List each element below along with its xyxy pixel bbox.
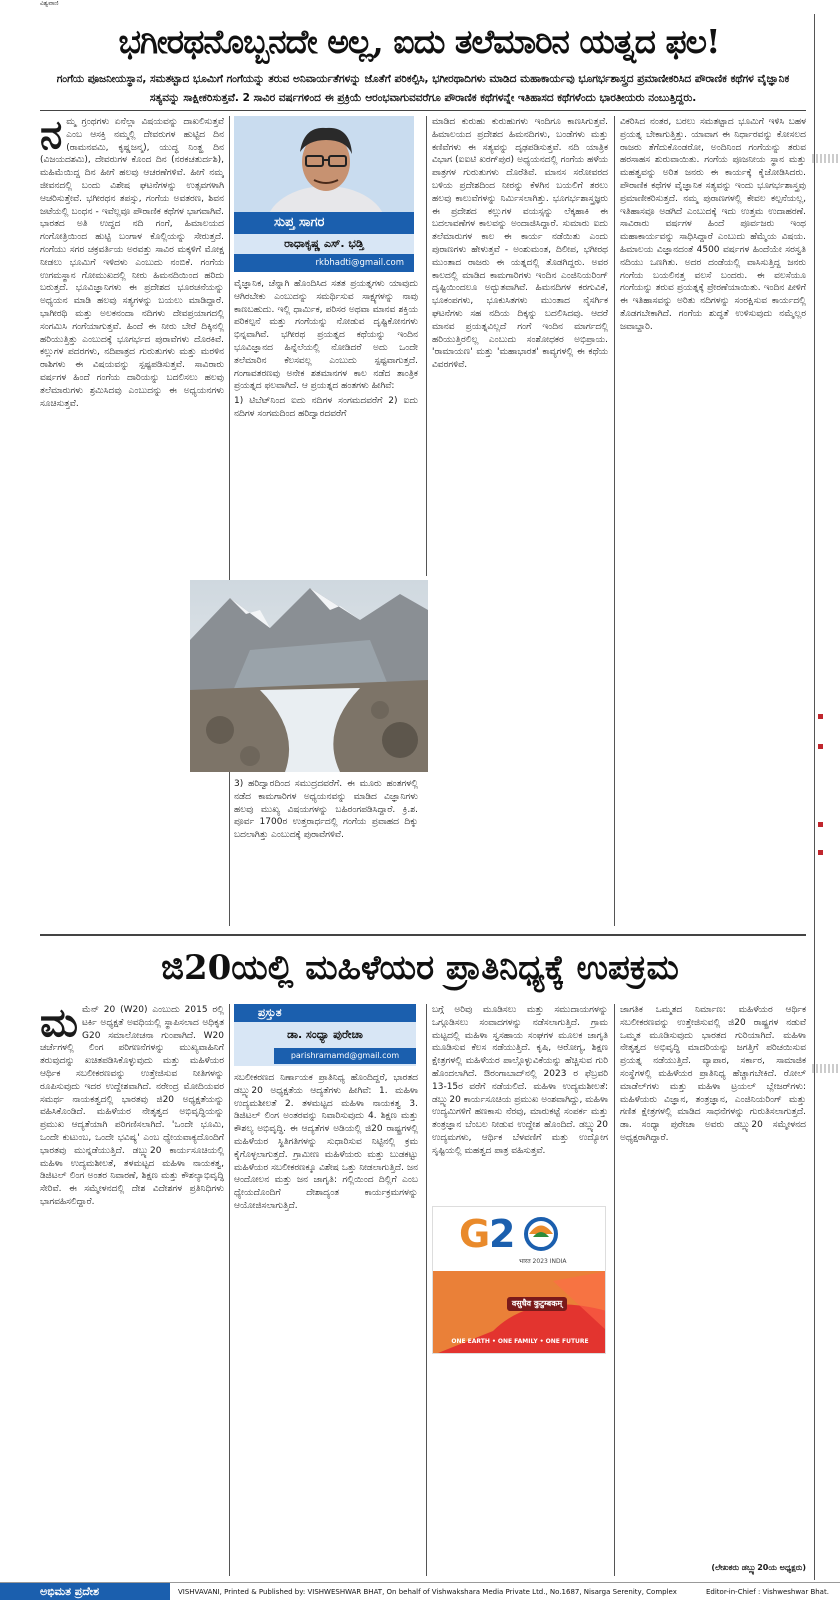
dropcap: ಮ bbox=[40, 1004, 79, 1046]
article1-col1 bbox=[40, 116, 224, 926]
column-name-banner: ಸುಪ್ತ ಸಾಗರ bbox=[234, 212, 414, 234]
g20-hindi-motto: वसुधैव कुटुम्बकम् bbox=[507, 1297, 567, 1311]
bullet bbox=[818, 822, 823, 827]
text-line bbox=[812, 1064, 840, 1073]
bullet bbox=[818, 714, 823, 719]
g20-logo-image bbox=[432, 1206, 606, 1354]
article2-col3-bottom bbox=[432, 1360, 608, 1576]
column-rule bbox=[426, 116, 427, 576]
article1-col2a-text: ವೈಜ್ಞಾನಿಕ, ಚೆನ್ನಾಗಿ ಹೊಂದಿಸಿದ ಸತತ ಪ್ರಯತ್ನಗಳು ಯಾವುದು ಆಗಿರಬೇಕು ಎಂಬುದನ್ನು ಸಮರ್ಥಿಸುವ ಸಾಕ್ಷ್ಯಗಳನ್ನು ನಾವು ಕಾಣಬಹುದು. ಇಲ್ಲಿ ಧಾರ್ಮಿಕ, ಪರಿಸರ ಅಥವಾ ಮಾನವ ಶಕ್ತಿಯ ಪರಿಕಲ್ಪನೆ ಮತ್ತು ಗಂಗೆಯನ್ನು ನೋಡುವ ದೃಷ್ಟಿಕೋನಗಳು ಭಿನ್ನವಾಗಿವೆ. ಭಗೀರಥ ಪ್ರಯತ್ನದ ಕಥೆಯನ್ನು ಇಂದಿನ ಭೂವಿಜ್ಞಾನದ ಹಿನ್ನೆಲೆಯಲ್ಲಿ ನೋಡಿದರೆ ಅದು ಒಂದೇ ತಲೆಮಾರಿನ ಕೆಲಸವಲ್ಲ ಎಂಬುದು ಸ್ಪಷ್ಟವಾಗುತ್ತದೆ. ಗಂಗಾವತರಣವು ಅನೇಕ ಶತಮಾನಗಳ ಕಾಲ ನಡೆದ ತಾಂತ್ರಿಕ ಪ್ರಯತ್ನದ ಫಲವಾಗಿದೆ. ಆ ಪ್ರಯತ್ನದ ಹಂತಗಳು ಹೀಗಿವೆ: bbox=[234, 279, 418, 392]
dropcap: ನ bbox=[40, 116, 63, 158]
footer-imprint: VISHVAVANI, Printed & Published by: VISHWESHWAR BHAT, On behalf of Vishwakshara Media Private Ltd., No.1687, Nisarga Serenity, Complex bbox=[178, 1588, 677, 1596]
text-line bbox=[812, 154, 840, 163]
article2-col3-text: ಬಗ್ಗೆ ಅರಿವು ಮೂಡಿಸಲು ಮತ್ತು ಸಮುದಾಯಗಳನ್ನು ಒಗ್ಗೂಡಿಸಲು ಸಂವಾದಗಳನ್ನು ನಡೆಸಲಾಗುತ್ತಿದೆ. ಗ್ರಾಮ ಮಟ್ಟದಲ್ಲಿ ಮಹಿಳಾ ಸ್ವಸಹಾಯ ಸಂಘಗಳ ಮೂಲಕ ಜಾಗೃತಿ ಮೂಡಿಸುವ ಕೆಲಸ ನಡೆಯುತ್ತಿದೆ. ಕೃಷಿ, ಆರೋಗ್ಯ, ಶಿಕ್ಷಣ ಕ್ಷೇತ್ರಗಳಲ್ಲಿ ಮಹಿಳೆಯರ ಪಾಲ್ಗೊಳ್ಳುವಿಕೆಯನ್ನು ಹೆಚ್ಚಿಸುವ ಗುರಿ ಹೊಂದಲಾಗಿದೆ. ಔರಂಗಾಬಾದ್‌ನಲ್ಲಿ 2023 ರ ಫೆಬ್ರವರಿ 13-15ರ ವರೆಗೆ ನಡೆಯಲಿದೆ. ಮಹಿಳಾ ಉದ್ಯಮಶೀಲತೆ: ಡಬ್ಲ್ಯು20 ಕಾರ್ಯಸೂಚಿಯ ಪ್ರಮುಖ ಅಂಶವಾಗಿದ್ದು, ಮಹಿಳಾ ಉದ್ಯಮಿಗಳಿಗೆ ಹಣಕಾಸು ನೆರವು, ಮಾರುಕಟ್ಟೆ ಸಂಪರ್ಕ ಮತ್ತು ತಂತ್ರಜ್ಞಾನ ಬೆಂಬಲ ನೀಡುವ ಉದ್ದೇಶ ಹೊಂದಿದೆ. ಡಬ್ಲ್ಯು20 ಉದ್ಯಮಗಳು, ಆರ್ಥಿಕ ಬೆಳವಣಿಗೆ ಮತ್ತು ಉದ್ಯೋಗ ಸೃಷ್ಟಿಯಲ್ಲಿ ಮಹತ್ವದ ಪಾತ್ರ ವಹಿಸುತ್ತವೆ. bbox=[432, 1005, 608, 1156]
article1-col1-text: ಮ್ಮ ಗ್ರಂಥಗಳು ಏನೆಲ್ಲಾ ವಿಷಯವನ್ನು ದಾಖಲಿಸುತ್ತವೆ ಎಂಬ ಆಸಕ್ತಿ ನಮ್ಮಲ್ಲಿ ದೇವರುಗಳ ಹುಟ್ಟಿದ ದಿನ (ರಾಮನವಮಿ, ಕೃಷ್ಣಜನ್ಮ), ಯುದ್ಧ ನಿಂತ್ಹ ದಿನ (ವಿಜಯದಶಮಿ), ದೇವರುಗಳ ಕೊಂದ ದಿನ (ನರಕಚತುರ್ದಶಿ), ಮಹಿಮೆಯಿದ್ದ ದಿನ ಹೀಗೆ ಹಲವು ಆಚರಣೆಗಳಿವೆ. ಹೀಗೆ ನಮ್ಮ ಜೀವನದಲ್ಲಿ ಬಂದು ವಿಶೇಷ ಘಟನೆಗಳನ್ನು ಉತ್ಸವಗಳಾಗಿ ಆಚರಿಸುತ್ತೇವೆ. ಭಗೀರಥನ ತಪಸ್ಸು, ಗಂಗೆಯ ಅವತರಣ, ಶಿವನ ಜಟೆಯಲ್ಲಿ ಬಂಧನ - ಇವೆಲ್ಲವೂ ಪೌರಾಣಿಕ ಕಥೆಗಳ ಭಾಗವಾಗಿವೆ. ಭಾರತದ ಅತಿ ಉದ್ದದ ನದಿ ಗಂಗೆ, ಹಿಮಾಲಯದ ಗಂಗೋತ್ರಿಯಿಂದ ಹುಟ್ಟಿ ಬಂಗಾಳ ಕೊಲ್ಲಿಯನ್ನು ಸೇರುತ್ತದೆ. ಗಂಗೆಯು ಸಗರ ಚಕ್ರವರ್ತಿಯ ಅರವತ್ತು ಸಾವಿರ ಮಕ್ಕಳಿಗೆ ಮೋಕ್ಷ ನೀಡಲು ಭೂಮಿಗೆ ಇಳಿದಳು ಎಂಬುದು ನಂಬಿಕೆ. ಗಂಗೆಯ ಉಗಮಸ್ಥಾನ ಗೋಮುಖದಲ್ಲಿ ನೀರು ಹಿಮನದಿಯಿಂದ ಹರಿದು ಬರುತ್ತದೆ. ಭೂವಿಜ್ಞಾನಿಗಳು ಈ ಪ್ರದೇಶದ ಭೂರಚನೆಯನ್ನು ಅಧ್ಯಯನ ಮಾಡಿ ಹಲವು ಸತ್ಯಗಳನ್ನು ಬಯಲು ಮಾಡಿದ್ದಾರೆ. ಭಾಗೀರಥಿ ಮತ್ತು ಅಲಕನಂದಾ ನದಿಗಳು ದೇವಪ್ರಯಾಗದಲ್ಲಿ ಸಂಗಮಿಸಿ ಗಂಗೆಯಾಗುತ್ತವೆ. ಹಿಂದೆ ಈ ನೀರು ಬೇರೆ ದಿಕ್ಕಿನಲ್ಲಿ ಹರಿಯುತ್ತಿತ್ತು ಎಂಬುದಕ್ಕೆ ಭೂಗರ್ಭದ ಪುರಾವೆಗಳು ದೊರಕಿವೆ. ಕಲ್ಲುಗಳ ಪದರಗಳು, ನದಿಪಾತ್ರದ ಗುರುತುಗಳು ಮತ್ತು ಮರಳಿನ ರಾಶಿಗಳು ಈ ವಿಷಯವನ್ನು ಸ್ಪಷ್ಟಪಡಿಸುತ್ತವೆ. ಸಾವಿರಾರು ವರ್ಷಗಳ ಹಿಂದೆ ಗಂಗೆಯ ದಾರಿಯನ್ನು ಬದಲಿಸಲು ಹಲವು ತಲೆಮಾರುಗಳು ಶ್ರಮಿಸಿದವು ಎಂಬುದನ್ನು ಈ ಅಧ್ಯಯನಗಳು ಸೂಚಿಸುತ್ತವೆ. bbox=[40, 117, 224, 409]
footer-section-label: ಅಭಿಮತ ಪ್ರದೇಶ bbox=[0, 1583, 170, 1600]
bullet bbox=[818, 850, 823, 855]
article1-col2-bottom bbox=[234, 778, 418, 926]
adjacent-column-sliver bbox=[812, 14, 840, 1580]
g20-tagline: ONE EARTH • ONE FAMILY • ONE FUTURE bbox=[451, 1338, 589, 1345]
divider bbox=[40, 934, 806, 936]
article2-col4-text: ಜಾಗತಿಕ ಒಮ್ಮತದ ನಿರ್ಮಾಣ: ಮಹಿಳೆಯರ ಆರ್ಥಿಕ ಸಬಲೀಕರಣವನ್ನು ಉತ್ತೇಜಿಸುವಲ್ಲಿ ಜಿ20 ರಾಷ್ಟ್ರಗಳ ನಡುವೆ ಒಮ್ಮತ ಮೂಡಿಸುವುದು ಭಾರತದ ಗುರಿಯಾಗಿದೆ. ಮಹಿಳಾ ನೇತೃತ್ವದ ಅಭಿವೃದ್ಧಿ ಮಾದರಿಯನ್ನು ಜಗತ್ತಿಗೆ ಪರಿಚಯಿಸುವ ಪ್ರಯತ್ನ ನಡೆಯುತ್ತಿದೆ. ವ್ಯಾಪಾರ, ಸರ್ಕಾರ, ಸಾಮಾಜಿಕ ಸಂಸ್ಥೆಗಳಲ್ಲಿ ಮಹಿಳೆಯರ ಪ್ರಾತಿನಿಧ್ಯ ಹೆಚ್ಚಾಗಬೇಕಿದೆ. ರೋಲ್ ಮಾಡೆಲ್‌ಗಳು ಮತ್ತು ಮಹಿಳಾ ಟ್ರಯಲ್ ಬ್ಲೇಜರ್‌ಗಳು: ಮಹಿಳೆಯರು ವಿಜ್ಞಾನ, ತಂತ್ರಜ್ಞಾನ, ಎಂಜಿನಿಯರಿಂಗ್ ಮತ್ತು ಗಣಿತ ಕ್ಷೇತ್ರಗಳಲ್ಲಿ ಮಾಡಿದ ಸಾಧನೆಗಳನ್ನು ಗುರುತಿಸಲಾಗುತ್ತದೆ. ಡಾ. ಸಂಧ್ಯಾ ಪುರೇಚಾ ಅವರು ಡಬ್ಲ್ಯು20 ಸಮ್ಮೇಳನದ ಅಧ್ಯಕ್ಷರಾಗಿದ್ದಾರೆ. bbox=[620, 1005, 806, 1143]
column-rule bbox=[614, 1004, 615, 1576]
article1-col2b-text: 3) ಹರಿದ್ವಾರದಿಂದ ಸಮುದ್ರದವರೆಗೆ. ಈ ಮೂರು ಹಂತಗಳಲ್ಲಿ ನಡೆದ ಕಾಮಗಾರಿಗಳ ಅಧ್ಯಯನವನ್ನು ಮಾಡಿದ ವಿಜ್ಞಾನಿಗಳು ಹಲವು ಮುಖ್ಯ ವಿಷಯಗಳನ್ನು ಬಹಿರಂಗಪಡಿಸಿದ್ದಾರೆ. ಕ್ರಿ.ಶ. ಪೂರ್ವ 1700ರ ಉತ್ತರಾರ್ಧದಲ್ಲಿ ಗಂಗೆಯ ಪ್ರವಾಹದ ದಿಕ್ಕು ಬದಲಾಗಿತ್ತು ಎಂಬುದಕ್ಕೆ ಪುರಾವೆಗಳಿವೆ. bbox=[234, 779, 418, 841]
author-box-2 bbox=[234, 1004, 416, 1066]
author-name: ಡಾ. ಸಂಧ್ಯಾ ಪುರೇಚಾ bbox=[287, 1028, 363, 1041]
main-headline: ಭಗೀರಥನೊಬ್ಬನದೇ ಅಲ್ಲ, ಐದು ತಲೆಮಾರಿನ ಯತ್ನದ ಫಲ! bbox=[118, 22, 720, 61]
author-name: ರಾಧಾಕೃಷ್ಣ ಎಸ್. ಭಡ್ತಿ bbox=[284, 237, 364, 250]
article2-col4 bbox=[620, 1004, 806, 1560]
glacier-photo bbox=[190, 580, 428, 772]
column-rule bbox=[814, 14, 815, 1580]
article1-col3-text: ಮಾಡಿದ ಕುರುಹು ಕುರುಹುಗಳು ಇಂದಿಗೂ ಕಾಣಸಿಗುತ್ತವೆ. ಹಿಮಾಲಯದ ಪ್ರದೇಶದ ಹಿಮನದಿಗಳು, ಬಂಡೆಗಳು ಮತ್ತು ಕಣಿವೆಗಳು ಈ ಸತ್ಯವನ್ನು ದೃಢಪಡಿಸುತ್ತವೆ. ನದಿ ಯಾತ್ರಿಕ ವಿಭಾಗ (ಐಐಟಿ ಖರಗ್‌ಪುರ) ಅಧ್ಯಯನದಲ್ಲಿ ಗಂಗೆಯ ಹಳೆಯ ಪಾತ್ರಗಳ ಗುರುತುಗಳು ದೊರೆತಿವೆ. ಮಾನಸ ಸರೋವರದ ಬಳಿಯ ಪ್ರದೇಶದಿಂದ ನೀರನ್ನು ಕೆಳಗಿನ ಬಯಲಿಗೆ ತರಲು ಹಲವು ಕಾಲುವೆಗಳನ್ನು ನಿರ್ಮಿಸಲಾಗಿತ್ತು. ಭೂಗರ್ಭಶಾಸ್ತ್ರಜ್ಞರು ಈ ಪ್ರದೇಶದ ಕಲ್ಲುಗಳ ವಯಸ್ಸನ್ನು ಲೆಕ್ಕಹಾಕಿ ಈ ಬದಲಾವಣೆಗಳ ಕಾಲವನ್ನು ಅಂದಾಜಿಸಿದ್ದಾರೆ. ಸುಮಾರು ಐದು ತಲೆಮಾರುಗಳ ಕಾಲ ಈ ಕಾರ್ಯ ನಡೆಯಿತು ಎಂದು ಪುರಾಣಗಳು ಹೇಳುತ್ತವೆ - ಅಂಶುಮಂತ, ದಿಲೀಪ, ಭಗೀರಥ ಮುಂತಾದ ರಾಜರು ಈ ಯತ್ನದಲ್ಲಿ ತೊಡಗಿದ್ದರು. ಅವರ ಕಾಲದಲ್ಲಿ ಮಾಡಿದ ಕಾಮಗಾರಿಗಳು ಇಂದಿನ ಎಂಜಿನಿಯರಿಂಗ್ ದೃಷ್ಟಿಯಿಂದಲೂ ಅದ್ಭುತವಾಗಿವೆ. ಹಿಮನದಿಗಳ ಕರಗುವಿಕೆ, ಭೂಕಂಪಗಳು, ಭೂಕುಸಿತಗಳು ಮುಂತಾದ ನೈಸರ್ಗಿಕ ಘಟನೆಗಳು ಸಹ ನದಿಯ ದಿಕ್ಕನ್ನು ಬದಲಿಸಿದವು. ಆದರೆ ಮಾನವ ಪ್ರಯತ್ನವಿಲ್ಲದೆ ಗಂಗೆ ಇಂದಿನ ಮಾರ್ಗದಲ್ಲಿ ಹರಿಯುತ್ತಿರಲಿಲ್ಲ ಎಂಬುದು ಸಂಶೋಧಕರ ಅಭಿಪ್ರಾಯ. 'ರಾಮಾಯಣ' ಮತ್ತು 'ಮಹಾಭಾರತ' ಕಾವ್ಯಗಳಲ್ಲಿ ಈ ಕಥೆಯ ವಿವರಗಳಿವೆ. bbox=[432, 117, 608, 371]
article2-col2 bbox=[234, 1072, 418, 1576]
svg-text:2: 2 bbox=[489, 1212, 516, 1256]
article2-col1 bbox=[40, 1004, 224, 1576]
article2-col1-text: ಮೆನ್ 20 (W20) ಎಂಬುದು 2015 ರಲ್ಲಿ ಟರ್ಕಿ ಅಧ್ಯಕ್ಷತೆ ಅವಧಿಯಲ್ಲಿ ಸ್ಥಾಪಿಸಲಾದ ಅಧಿಕೃತ G20 ಸಮಾಲೋಚನಾ ಗುಂಪಾಗಿದೆ. W20 ಚರ್ಚೆಗಳಲ್ಲಿ ಲಿಂಗ ಪರಿಗಣನೆಗಳನ್ನು ಮುಖ್ಯವಾಹಿನಿಗೆ ತರುವುದನ್ನು ಖಚಿತಪಡಿಸಿಕೊಳ್ಳುವುದು ಮತ್ತು ಮಹಿಳೆಯರ ಆರ್ಥಿಕ ಸಬಲೀಕರಣವನ್ನು ಉತ್ತೇಜಿಸುವ ನೀತಿಗಳನ್ನು ರೂಪಿಸುವುದು ಇದರ ಉದ್ದೇಶವಾಗಿದೆ. ನರೇಂದ್ರ ಮೋದಿಯವರ ಸಮರ್ಥ ನಾಯಕತ್ವದಲ್ಲಿ ಭಾರತವು ಜಿ20 ಅಧ್ಯಕ್ಷತೆಯನ್ನು ವಹಿಸಿಕೊಂಡಿದೆ. ಮಹಿಳೆಯರ ನೇತೃತ್ವದ ಅಭಿವೃದ್ಧಿಯನ್ನು ಪ್ರಮುಖ ಆದ್ಯತೆಯಾಗಿ ಪರಿಗಣಿಸಲಾಗಿದೆ. 'ಒಂದೇ ಭೂಮಿ, ಒಂದೇ ಕುಟುಂಬ, ಒಂದೇ ಭವಿಷ್ಯ' ಎಂಬ ಧ್ಯೇಯವಾಕ್ಯದೊಂದಿಗೆ ಭಾರತವು ಮುನ್ನಡೆಯುತ್ತಿದೆ. ಡಬ್ಲ್ಯು20 ಕಾರ್ಯಸೂಚಿಯಲ್ಲಿ ಮಹಿಳಾ ಉದ್ಯಮಶೀಲತೆ, ತಳಮಟ್ಟದ ಮಹಿಳಾ ನಾಯಕತ್ವ, ಡಿಜಿಟಲ್ ಲಿಂಗ ಅಂತರ ನಿವಾರಣೆ, ಶಿಕ್ಷಣ ಮತ್ತು ಕೌಶಲ್ಯಾಭಿವೃದ್ಧಿ ಸೇರಿವೆ. ಈ ಸಮ್ಮೇಳನದಲ್ಲಿ ದೇಶ ವಿದೇಶಗಳ ಪ್ರತಿನಿಧಿಗಳು ಭಾಗವಹಿಸಲಿದ್ದಾರೆ. bbox=[40, 1005, 224, 1207]
article1-col3 bbox=[432, 116, 608, 926]
masthead-strip bbox=[0, 0, 840, 8]
article1-col2-top bbox=[234, 278, 418, 574]
second-headline: ಜಿ20ಯಲ್ಲಿ ಮಹಿಳೆಯರ ಪ್ರಾತಿನಿಧ್ಯಕ್ಕೆ ಉಪಕ್ರಮ bbox=[161, 948, 679, 988]
column-rule bbox=[614, 116, 615, 926]
article1-col2-list: 1) ಟಿಬೆಟ್‌ನಿಂದ ಐದು ನದಿಗಳ ಸಂಗಮದವರೆಗೆ 2) ಐದು ನದಿಗಳ ಸಂಗಮದಿಂದ ಹರಿದ್ವಾರದವರೆಗೆ bbox=[234, 396, 418, 419]
g20-mark bbox=[433, 1207, 606, 1257]
column-name-banner: ಪ್ರಸ್ತುತ bbox=[234, 1004, 416, 1022]
author-box bbox=[234, 116, 414, 272]
section-tag: ವಿಶ್ವವಾಣಿ bbox=[40, 0, 59, 7]
divider bbox=[40, 110, 806, 111]
author-email[interactable]: parishramamd@gmail.com bbox=[274, 1048, 416, 1064]
column-rule bbox=[229, 1004, 230, 1576]
page-footer bbox=[0, 1582, 840, 1600]
footer-editor: Editor-in-Chief : Vishweshwar Bhat. bbox=[706, 1588, 829, 1596]
author-email[interactable]: rkbhadti@gmail.com bbox=[234, 254, 414, 272]
author-photo bbox=[234, 116, 414, 212]
article2-col3-top bbox=[432, 1004, 608, 1200]
column-rule bbox=[229, 116, 230, 926]
article2-col2-text: ಸಬಲೀಕರಣದ ನಿರ್ಣಾಯಕ ಪ್ರಾತಿನಿಧ್ಯ ಹೊಂದಿದ್ದರೆ, ಭಾರತದ ಡಬ್ಲ್ಯು20 ಅಧ್ಯಕ್ಷತೆಯ ಆದ್ಯತೆಗಳು ಹೀಗಿವೆ: 1. ಮಹಿಳಾ ಉದ್ಯಮಶೀಲತೆ 2. ತಳಮಟ್ಟದ ಮಹಿಳಾ ನಾಯಕತ್ವ 3. ಡಿಜಿಟಲ್ ಲಿಂಗ ಅಂತರವನ್ನು ನಿವಾರಿಸುವುದು 4. ಶಿಕ್ಷಣ ಮತ್ತು ಕೌಶಲ್ಯ ಅಭಿವೃದ್ಧಿ. ಈ ಆದ್ಯತೆಗಳ ಅಡಿಯಲ್ಲಿ ಜಿ20 ರಾಷ್ಟ್ರಗಳಲ್ಲಿ ಮಹಿಳೆಯರ ಸ್ಥಿತಿಗತಿಗಳನ್ನು ಸುಧಾರಿಸುವ ನಿಟ್ಟಿನಲ್ಲಿ ಕ್ರಮ ಕೈಗೊಳ್ಳಲಾಗುತ್ತದೆ. ಗ್ರಾಮೀಣ ಮಹಿಳೆಯರು ಮತ್ತು ಬುಡಕಟ್ಟು ಮಹಿಳೆಯರ ಸಬಲೀಕರಣಕ್ಕೂ ವಿಶೇಷ ಒತ್ತು ನೀಡಲಾಗುತ್ತಿದೆ. ಜನ ಆಂದೋಲನ ಮತ್ತು ಜನ ಜಾಗೃತಿ: ಗಲ್ಲಿಯಿಂದ ದಿಲ್ಲಿಗೆ ಎಂಬ ಧ್ಯೇಯದೊಂದಿಗೆ ದೇಶಾದ್ಯಂತ ಕಾರ್ಯಕ್ರಮಗಳನ್ನು ಆಯೋಜಿಸಲಾಗುತ್ತಿದೆ. bbox=[234, 1073, 418, 1211]
article1-col4-text: ವಿಕರಿಸಿದ ನಂತರ, ಬರಲು ಸಮತಟ್ಟಾದ ಭೂಮಿಗೆ ಇಳಿಸಿ ಬಹಳ ಪ್ರಯತ್ನ ಬೇಕಾಗುತ್ತಿತ್ತು. ಯಾವಾಗ ಈ ನಿರ್ಧಾರವನ್ನು ಕೋಸಲದ ರಾಜರು ತೆಗೆದುಕೊಂಡರೋ, ಅಂದಿನಿಂದ ಗಂಗೆಯನ್ನು ತರುವ ಹರಸಾಹಸ ಶುರುವಾಯಿತು. ಗಂಗೆಯ ಪೂಜನೀಯ ಸ್ಥಾನ ಮತ್ತು ಮಹತ್ವವನ್ನು ಅರಿತ ಜನರು ಈ ಕಾರ್ಯಕ್ಕೆ ಕೈಜೋಡಿಸಿದರು. ಪೌರಾಣಿಕ ಕಥೆಗಳ ವೈಜ್ಞಾನಿಕ ಸತ್ಯವನ್ನು ಇಂದು ಭೂಗರ್ಭಶಾಸ್ತ್ರವು ಪ್ರಮಾಣೀಕರಿಸುತ್ತದೆ. ನಮ್ಮ ಪುರಾಣಗಳಲ್ಲಿ ಕೇವಲ ಕಲ್ಪನೆಯಲ್ಲ, ಇತಿಹಾಸವೂ ಅಡಗಿದೆ ಎಂಬುದಕ್ಕೆ ಇದು ಉತ್ತಮ ಉದಾಹರಣೆ. ಸಾವಿರಾರು ವರ್ಷಗಳ ಹಿಂದೆ ಪೂರ್ವಜರು ಇಂಥ ಮಹಾಕಾರ್ಯವನ್ನು ಸಾಧಿಸಿದ್ದಾರೆ ಎಂಬುದು ಹೆಮ್ಮೆಯ ವಿಷಯ. ಹಿಮಾಲಯ ವಿಜ್ಞಾನದಂತೆ 4500 ವರ್ಷಗಳ ಹಿಂದೆಯೇ ಸರಸ್ವತಿ ನದಿಯು ಒಣಗಿತು. ಅದರ ದಂಡೆಯಲ್ಲಿ ವಾಸಿಸುತ್ತಿದ್ದ ಜನರು ಗಂಗೆಯ ಬಯಲಿನತ್ತ ವಲಸೆ ಬಂದರು. ಈ ವಲಸೆಯೂ ಗಂಗೆಯನ್ನು ತರುವ ಪ್ರಯತ್ನಕ್ಕೆ ಪ್ರೇರಣೆಯಾಯಿತು. ಇಂದಿನ ಪೀಳಿಗೆ ಈ ಇತಿಹಾಸವನ್ನು ಅರಿತು ನದಿಗಳನ್ನು ಸಂರಕ್ಷಿಸುವ ಕಾರ್ಯದಲ್ಲಿ ತೊಡಗಬೇಕಾಗಿದೆ. ಗಂಗೆಯ ಶುದ್ಧತೆ ಉಳಿಸುವುದು ನಮ್ಮೆಲ್ಲರ ಜವಾಬ್ದಾರಿ. bbox=[620, 117, 806, 332]
article1-col4 bbox=[620, 116, 806, 926]
g20-year: भारत 2023 INDIA bbox=[519, 1258, 567, 1265]
svg-text:G: G bbox=[459, 1212, 491, 1256]
column-rule bbox=[426, 1004, 427, 1576]
subdeck: ಗಂಗೆಯ ಪೂಜನೀಯಸ್ಥಾನ, ಸಮತಟ್ಟಾದ ಭೂಮಿಗೆ ಗಂಗೆಯನ್ನು ತರುವ ಅನಿವಾರ್ಯತೆಗಳನ್ನು ಜೊತೆಗೆ ಪರಿಕಲ್ಪಿಸಿ, ಭಗೀರಥಾದಿಗಳು ಮಾಡಿದ ಮಹಾಕಾರ್ಯವು ಭೂಗರ್ಭಶಾಸ್ತ್ರದ ಪ್ರಮಾಣೀಕರಿಸಿದ ಪೌರಾಣಿಕ ಕಥೆಗಳ ವೈಜ್ಞಾನಿಕ ಸತ್ಯವನ್ನು ಸಾಕ್ಷೀಕರಿಸುತ್ತವೆ. 2 ಸಾವಿರ ವರ್ಷಗಳಿಂದ ಈ ಪ್ರಕ್ರಿಯೆ ಆರಂಭವಾಗುವವರೆಗೂ ಪೌರಾಣಿಕ ಕಥೆಗಳನ್ನೇ ಇತಿಹಾಸದ ಕಥೆಗಳೆಂದು ಭಾರತೀಯರು ನಂಬುತ್ತಿದ್ದರು. bbox=[56, 73, 790, 104]
byline-note: (ಲೇಖಕರು ಡಬ್ಲ್ಯು20ಯ ಅಧ್ಯಕ್ಷರು) bbox=[711, 1563, 806, 1572]
bullet bbox=[818, 744, 823, 749]
